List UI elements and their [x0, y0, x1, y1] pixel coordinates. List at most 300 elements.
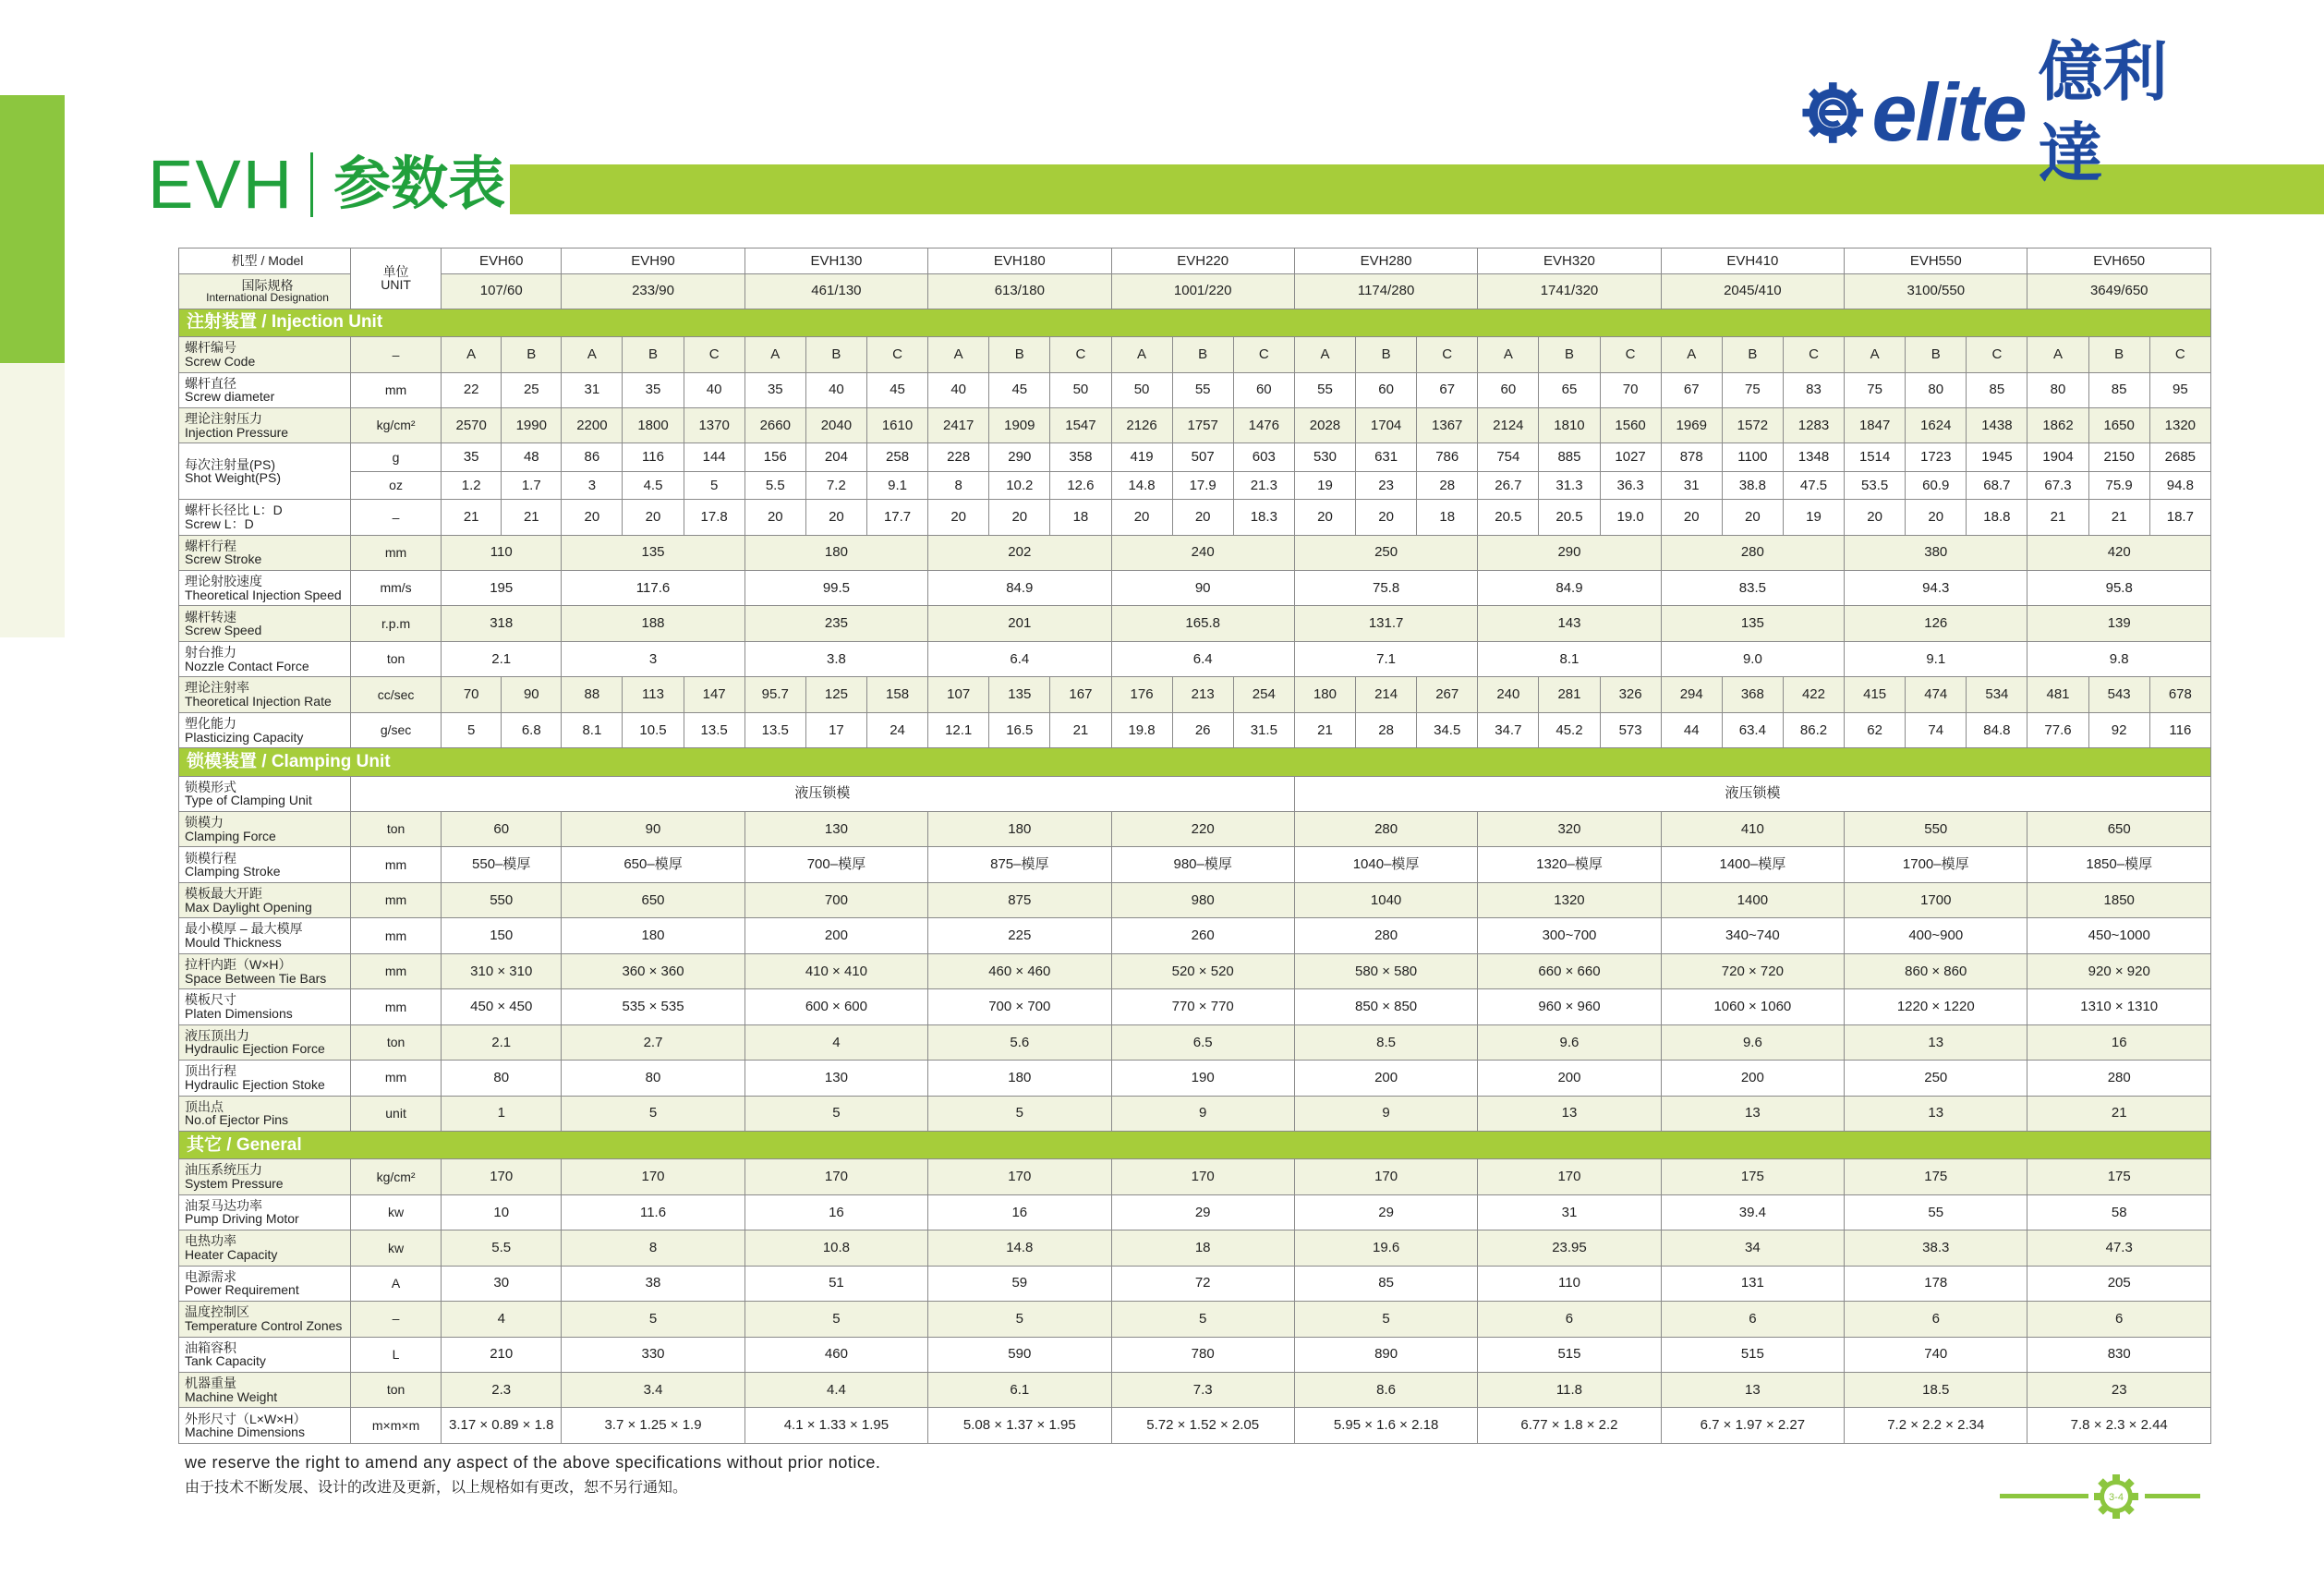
value-cell: 116 [2149, 712, 2210, 747]
value-cell: 786 [1417, 443, 1478, 471]
row-label [179, 1096, 351, 1131]
intl-label-en: International Designation [206, 291, 329, 305]
value-cell: 53.5 [1845, 471, 1906, 499]
value-cell: 176 [1111, 677, 1172, 712]
value-cell: 450 × 450 [442, 989, 562, 1024]
value-cell: 30 [442, 1266, 562, 1301]
value-cell: 2040 [805, 408, 866, 443]
value-cell: 18.5 [1845, 1372, 2027, 1407]
label-en: Screw Code [185, 353, 256, 369]
value-cell: 135 [989, 677, 1050, 712]
value-cell: 18 [1111, 1230, 1294, 1266]
value-cell: 19.0 [1600, 500, 1661, 535]
value-cell: 70 [442, 677, 502, 712]
value-cell: 180 [928, 812, 1111, 847]
value-cell: 205 [2027, 1266, 2211, 1301]
value-cell: 90 [502, 677, 562, 712]
table-row [179, 1266, 2211, 1301]
value-cell: 24 [866, 712, 927, 747]
value-cell: 481 [2027, 677, 2088, 712]
value-cell: 156 [744, 443, 805, 471]
value-cell: 754 [1478, 443, 1539, 471]
value-cell: 40 [684, 372, 744, 407]
value-cell: 147 [684, 677, 744, 712]
value-cell: 95 [2149, 372, 2210, 407]
label-cn: 液压顶出力 [185, 1027, 249, 1043]
value-cell: 1370 [684, 408, 744, 443]
value-cell: 360 × 360 [562, 953, 744, 988]
model-name: EVH60 [442, 249, 562, 274]
value-cell: 45 [866, 372, 927, 407]
value-cell: 1220 × 1220 [1845, 989, 2027, 1024]
value-cell: 195 [442, 571, 562, 606]
label-en: Platen Dimensions [185, 1005, 293, 1021]
value-cell: 2.3 [442, 1372, 562, 1407]
screw-code-cell: B [502, 337, 562, 372]
value-cell: 980 [1111, 882, 1294, 917]
table-row [179, 882, 2211, 917]
value-cell: 48 [502, 443, 562, 471]
value-cell: 158 [866, 677, 927, 712]
label-cn: 油箱容积 [185, 1339, 236, 1355]
value-cell: 573 [1600, 712, 1661, 747]
value-cell: 260 [1111, 918, 1294, 953]
value-cell: 368 [1722, 677, 1783, 712]
value-cell: 35 [623, 372, 684, 407]
table-row [179, 918, 2211, 953]
value-cell: 200 [1478, 1061, 1661, 1096]
row-label [179, 677, 351, 712]
value-cell: 1348 [1783, 443, 1844, 471]
value-cell: 45 [989, 372, 1050, 407]
value-cell: 5 [744, 1096, 927, 1131]
value-cell: 17.7 [866, 500, 927, 535]
value-cell: 1800 [623, 408, 684, 443]
value-cell: 13 [1661, 1372, 1844, 1407]
value-cell: 202 [928, 535, 1111, 570]
label-cn: 螺杆长径比 L：D [185, 503, 283, 518]
value-cell: 14.8 [928, 1230, 1111, 1266]
label-cn: 锁模力 [185, 815, 224, 830]
value-cell: 6.4 [1111, 641, 1294, 676]
value-cell: 534 [1967, 677, 2027, 712]
value-cell: 13 [1661, 1096, 1844, 1131]
value-cell: 600 × 600 [744, 989, 927, 1024]
value-cell: 175 [2027, 1159, 2211, 1194]
value-cell: 201 [928, 606, 1111, 641]
value-cell: 18.8 [1967, 500, 2027, 535]
value-cell: 72 [1111, 1266, 1294, 1301]
label-cn: 模板尺寸 [185, 992, 236, 1008]
value-cell: 1704 [1356, 408, 1417, 443]
table-row [179, 1408, 2211, 1444]
value-cell: 19.8 [1111, 712, 1172, 747]
table-row [179, 337, 2211, 372]
intl-designation: 1741/320 [1478, 273, 1661, 309]
label-en: Mould Thickness [185, 935, 282, 951]
row-unit: – [350, 337, 441, 372]
value-cell: 520 × 520 [1111, 953, 1294, 988]
table-row [179, 1194, 2211, 1230]
value-cell: 960 × 960 [1478, 989, 1661, 1024]
model-name: EVH280 [1294, 249, 1477, 274]
table-row [179, 1024, 2211, 1060]
value-cell: 170 [562, 1159, 744, 1194]
value-cell: 5 [1111, 1302, 1294, 1337]
value-cell: 170 [928, 1159, 1111, 1194]
intl-designation: 3649/650 [2027, 273, 2211, 309]
value-cell: 200 [1661, 1061, 1844, 1096]
value-cell: 875–模厚 [928, 847, 1111, 882]
value-cell: 170 [1478, 1159, 1661, 1194]
table-row [179, 273, 2211, 309]
intl-designation: 233/90 [562, 273, 744, 309]
value-cell: 474 [1906, 677, 1967, 712]
value-cell: 1969 [1661, 408, 1722, 443]
value-cell: 47.3 [2027, 1230, 2211, 1266]
value-cell: 1.2 [442, 471, 502, 499]
value-cell: 320 [1478, 812, 1661, 847]
value-cell: 7.3 [1111, 1372, 1294, 1407]
label-en: Nozzle Contact Force [185, 658, 309, 673]
value-cell: 1990 [502, 408, 562, 443]
value-cell: 20.5 [1478, 500, 1539, 535]
screw-code-cell: A [2027, 337, 2088, 372]
value-cell: 9.6 [1478, 1024, 1661, 1060]
row-label [179, 1194, 351, 1230]
value-cell: 6.4 [928, 641, 1111, 676]
value-cell: 60 [1356, 372, 1417, 407]
value-cell: 75 [1845, 372, 1906, 407]
label-en: Machine Dimensions [185, 1424, 305, 1440]
intl-designation: 1174/280 [1294, 273, 1477, 309]
value-cell: 1945 [1967, 443, 2027, 471]
screw-code-cell: B [805, 337, 866, 372]
model-name: EVH650 [2027, 249, 2211, 274]
value-cell: 94.3 [1845, 571, 2027, 606]
value-cell: 13 [1845, 1096, 2027, 1131]
label-en: Type of Clamping Unit [185, 793, 312, 808]
value-cell: 28 [1356, 712, 1417, 747]
value-cell: 20 [1661, 500, 1722, 535]
value-cell: 80 [442, 1061, 562, 1096]
table-row [179, 677, 2211, 712]
value-cell: 3 [562, 471, 623, 499]
screw-code-cell: C [1417, 337, 1478, 372]
value-cell: 67 [1417, 372, 1478, 407]
value-cell: 14.8 [1111, 471, 1172, 499]
label-cn: 螺杆转速 [185, 609, 236, 624]
label-cn: 油泵马达功率 [185, 1197, 262, 1213]
value-cell: 23 [2027, 1372, 2211, 1407]
row-unit: mm [350, 918, 441, 953]
screw-code-cell: B [1539, 337, 1600, 372]
value-cell: 19.6 [1294, 1230, 1477, 1266]
page-number: 3-4 [2109, 1492, 2124, 1503]
value-cell: 170 [1294, 1159, 1477, 1194]
value-cell: 51 [744, 1266, 927, 1301]
value-cell: 95.8 [2027, 571, 2211, 606]
value-cell: 1650 [2088, 408, 2149, 443]
value-cell: 740 [1845, 1337, 2027, 1372]
intl-designation: 2045/410 [1661, 273, 1844, 309]
value-cell: 175 [1661, 1159, 1844, 1194]
intl-designation: 1001/220 [1111, 273, 1294, 309]
clamp-type-left: 液压锁模 [350, 776, 1294, 811]
value-cell: 603 [1233, 443, 1294, 471]
value-cell: 2150 [2088, 443, 2149, 471]
value-cell: 885 [1539, 443, 1600, 471]
value-cell: 68.7 [1967, 471, 2027, 499]
screw-code-cell: C [2149, 337, 2210, 372]
value-cell: 1400 [1661, 882, 1844, 917]
row-label [179, 1302, 351, 1337]
value-cell: 6 [1478, 1302, 1661, 1337]
value-cell: 1476 [1233, 408, 1294, 443]
value-cell: 225 [928, 918, 1111, 953]
value-cell: 22 [442, 372, 502, 407]
value-cell: 6.77 × 1.8 × 2.2 [1478, 1408, 1661, 1444]
value-cell: 7.2 [805, 471, 866, 499]
value-cell: 60.9 [1906, 471, 1967, 499]
value-cell: 85 [1967, 372, 2027, 407]
row-label [179, 989, 351, 1024]
value-cell: 5 [928, 1302, 1111, 1337]
value-cell: 8.6 [1294, 1372, 1477, 1407]
unit-cn: 单位 [382, 263, 409, 279]
row-unit: g [350, 443, 441, 471]
value-cell: 12.1 [928, 712, 989, 747]
value-cell: 1367 [1417, 408, 1478, 443]
intl-designation: 107/60 [442, 273, 562, 309]
table-row [179, 1061, 2211, 1096]
value-cell: 6.8 [502, 712, 562, 747]
row-label [179, 847, 351, 882]
value-cell: 4.4 [744, 1372, 927, 1407]
model-label: 机型 / Model [231, 253, 304, 269]
value-cell: 113 [623, 677, 684, 712]
screw-code-cell: C [684, 337, 744, 372]
value-cell: 131.7 [1294, 606, 1477, 641]
brand-logo [1799, 33, 2206, 191]
table-row [179, 471, 2211, 499]
value-cell: 58 [2027, 1194, 2211, 1230]
value-cell: 94.8 [2149, 471, 2210, 499]
label-cn: 拉杆内距（W×H） [185, 956, 292, 972]
value-cell: 80 [1906, 372, 1967, 407]
value-cell: 59 [928, 1266, 1111, 1301]
value-cell: 2.1 [442, 641, 562, 676]
footer-note-cn: 由于技术不断发展、设计的改进及更新，以上规格如有更改，恕不另行通知。 [185, 1480, 688, 1496]
value-cell: 165.8 [1111, 606, 1294, 641]
value-cell: 204 [805, 443, 866, 471]
row-unit: – [350, 500, 441, 535]
label-cn: 机器重量 [185, 1375, 236, 1390]
value-cell: 85 [1294, 1266, 1477, 1301]
value-cell: 60 [442, 812, 562, 847]
value-cell: 2.7 [562, 1024, 744, 1060]
screw-code-cell: A [1478, 337, 1539, 372]
value-cell: 1514 [1845, 443, 1906, 471]
value-cell: 2685 [2149, 443, 2210, 471]
value-cell: 34.5 [1417, 712, 1478, 747]
value-cell: 6 [1845, 1302, 2027, 1337]
table-row [179, 712, 2211, 747]
value-cell: 90 [562, 812, 744, 847]
value-cell: 16.5 [989, 712, 1050, 747]
row-unit: mm [350, 372, 441, 407]
value-cell: 8.1 [562, 712, 623, 747]
value-cell: 410 × 410 [744, 953, 927, 988]
table-row [179, 1337, 2211, 1372]
value-cell: 543 [2088, 677, 2149, 712]
value-cell: 535 × 535 [562, 989, 744, 1024]
label-en: Screw Stroke [185, 552, 262, 567]
value-cell: 200 [744, 918, 927, 953]
table-row [179, 309, 2211, 336]
value-cell: 3.17 × 0.89 × 1.8 [442, 1408, 562, 1444]
row-unit: mm [350, 989, 441, 1024]
table-row [179, 443, 2211, 471]
value-cell: 60 [1233, 372, 1294, 407]
value-cell: 9.1 [1845, 641, 2027, 676]
value-cell: 20 [1294, 500, 1355, 535]
value-cell: 99.5 [744, 571, 927, 606]
value-cell: 21 [2027, 1096, 2211, 1131]
value-cell: 1040–模厚 [1294, 847, 1477, 882]
table-row [179, 641, 2211, 676]
value-cell: 5.08 × 1.37 × 1.95 [928, 1408, 1111, 1444]
value-cell: 167 [1050, 677, 1111, 712]
value-cell: 1320 [2149, 408, 2210, 443]
row-unit: mm/s [350, 571, 441, 606]
intl-designation: 3100/550 [1845, 273, 2027, 309]
value-cell: 9.8 [2027, 641, 2211, 676]
value-cell: 18 [1050, 500, 1111, 535]
label-en: Plasticizing Capacity [185, 729, 304, 745]
value-cell: 21 [502, 500, 562, 535]
value-cell: 2028 [1294, 408, 1355, 443]
label-cn: 顶出行程 [185, 1063, 236, 1079]
label-cn: 锁模行程 [185, 850, 236, 866]
value-cell: 21.3 [1233, 471, 1294, 499]
value-cell: 20 [623, 500, 684, 535]
value-cell: 5 [442, 712, 502, 747]
value-cell: 830 [2027, 1337, 2211, 1372]
label-en: Space Between Tie Bars [185, 970, 327, 986]
row-unit: kg/cm² [350, 408, 441, 443]
model-name: EVH180 [928, 249, 1111, 274]
value-cell: 1624 [1906, 408, 1967, 443]
value-cell: 29 [1111, 1194, 1294, 1230]
table-row [179, 1302, 2211, 1337]
value-cell: 31.5 [1233, 712, 1294, 747]
value-cell: 290 [989, 443, 1050, 471]
value-cell: 7.8 × 2.3 × 2.44 [2027, 1408, 2211, 1444]
value-cell: 16 [744, 1194, 927, 1230]
value-cell: 281 [1539, 677, 1600, 712]
label-cn: 锁模形式 [185, 779, 236, 794]
value-cell: 460 [744, 1337, 927, 1372]
screw-code-cell: C [866, 337, 927, 372]
label-en: Hydraulic Ejection Stoke [185, 1076, 325, 1092]
value-cell: 1862 [2027, 408, 2088, 443]
screw-code-cell: B [1172, 337, 1233, 372]
value-cell: 20.5 [1539, 500, 1600, 535]
value-cell: 422 [1783, 677, 1844, 712]
value-cell: 20 [805, 500, 866, 535]
value-cell: 95.7 [744, 677, 805, 712]
model-name: EVH320 [1478, 249, 1661, 274]
value-cell: 80 [562, 1061, 744, 1096]
table-row [179, 1159, 2211, 1194]
screw-code-cell: C [1600, 337, 1661, 372]
value-cell: 228 [928, 443, 989, 471]
row-label [179, 1337, 351, 1372]
value-cell: 117.6 [562, 571, 744, 606]
row-unit: ton [350, 812, 441, 847]
row-label [179, 812, 351, 847]
value-cell: 77.6 [2027, 712, 2088, 747]
value-cell: 31.3 [1539, 471, 1600, 499]
value-cell: 18.3 [1233, 500, 1294, 535]
screw-code-cell: B [989, 337, 1050, 372]
value-cell: 9.0 [1661, 641, 1844, 676]
row-unit: A [350, 1266, 441, 1301]
model-name: EVH550 [1845, 249, 2027, 274]
label-en: Screw diameter [185, 389, 275, 405]
row-label [179, 500, 351, 535]
row-unit: mm [350, 1061, 441, 1096]
label-cn: 温度控制区 [185, 1304, 249, 1320]
side-accent-bar [0, 95, 65, 363]
row-label [179, 1372, 351, 1407]
label-en: Clamping Stroke [185, 864, 281, 879]
value-cell: 1.7 [502, 471, 562, 499]
screw-code-cell: C [1233, 337, 1294, 372]
label-cn: 理论注射压力 [185, 411, 262, 427]
table-row [179, 249, 2211, 274]
section-header-general: 其它 / General [179, 1131, 2211, 1158]
value-cell: 75.8 [1294, 571, 1477, 606]
value-cell: 4.5 [623, 471, 684, 499]
value-cell: 631 [1356, 443, 1417, 471]
value-cell: 12.6 [1050, 471, 1111, 499]
value-cell: 280 [1661, 535, 1844, 570]
screw-code-cell: A [1111, 337, 1172, 372]
value-cell: 515 [1661, 1337, 1844, 1372]
value-cell: 180 [744, 535, 927, 570]
value-cell: 74 [1906, 712, 1967, 747]
value-cell: 175 [1845, 1159, 2027, 1194]
value-cell: 214 [1356, 677, 1417, 712]
value-cell: 1810 [1539, 408, 1600, 443]
value-cell: 20 [1172, 500, 1233, 535]
value-cell: 1610 [866, 408, 927, 443]
value-cell: 84.9 [1478, 571, 1661, 606]
value-cell: 507 [1172, 443, 1233, 471]
value-cell: 10.2 [989, 471, 1050, 499]
value-cell: 1700 [1845, 882, 2027, 917]
value-cell: 1560 [1600, 408, 1661, 443]
value-cell: 530 [1294, 443, 1355, 471]
label-en: Injection Pressure [185, 424, 289, 440]
value-cell: 3 [562, 641, 744, 676]
value-cell: 31 [1478, 1194, 1661, 1230]
label-cn: 射台推力 [185, 644, 236, 660]
value-cell: 16 [928, 1194, 1111, 1230]
value-cell: 1850–模厚 [2027, 847, 2211, 882]
